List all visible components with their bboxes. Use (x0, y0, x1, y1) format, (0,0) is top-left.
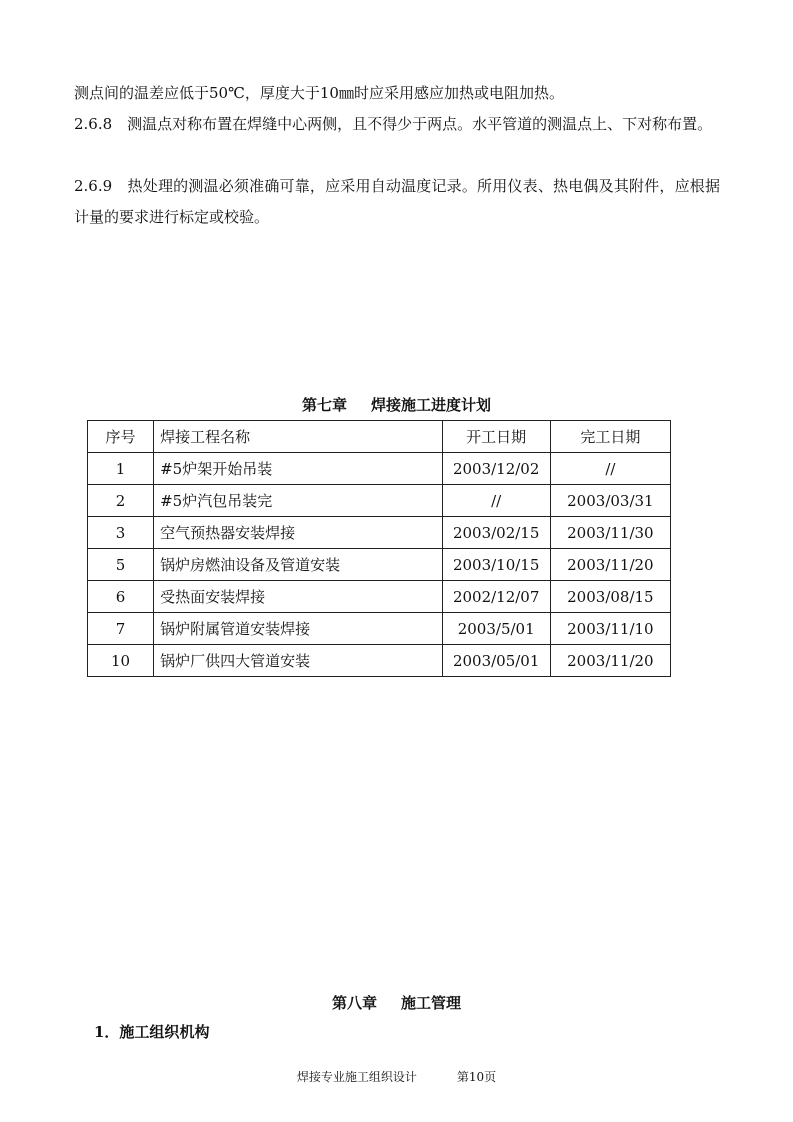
footer-doc-title: 焊接专业施工组织设计 (296, 1070, 417, 1084)
row-name: #5炉汽包吊装完 (154, 485, 442, 517)
table-row (88, 549, 671, 581)
row-end: 2003/03/31 (550, 485, 670, 517)
row-name: #5炉架开始吊装 (154, 453, 442, 485)
row-start: 2003/10/15 (442, 549, 550, 581)
row-end: 2003/11/20 (550, 645, 670, 677)
row-no: 3 (88, 517, 154, 549)
row-end: 2003/11/10 (550, 613, 670, 645)
row-end: // (550, 453, 670, 485)
row-end: 2003/08/15 (550, 581, 670, 613)
row-name: 锅炉厂供四大管道安装 (154, 645, 442, 677)
footer-page-number: 第10页 (456, 1070, 497, 1084)
header-no: 序号 (88, 421, 154, 453)
chapter-8-number: 第八章 (331, 994, 377, 1012)
row-start: 2002/12/07 (442, 581, 550, 613)
header-name: 焊接工程名称 (154, 421, 442, 453)
welding-schedule-table (87, 420, 671, 677)
paragraph-2-6-8: 2.6.8 测温点对称布置在焊缝中心两侧，且不得少于两点。水平管道的测温点上、下对称布置。 (74, 115, 713, 133)
table-row (88, 453, 671, 485)
table-header-row (88, 421, 671, 453)
page-footer (0, 1068, 793, 1085)
row-name: 受热面安装焊接 (154, 581, 442, 613)
row-name: 锅炉附属管道安装焊接 (154, 613, 442, 645)
row-end: 2003/11/20 (550, 549, 670, 581)
table-row (88, 517, 671, 549)
row-start: 2003/02/15 (442, 517, 550, 549)
row-no: 1 (88, 453, 154, 485)
row-end: 2003/11/30 (550, 517, 670, 549)
paragraph-temperature-difference: 测点间的温差应低于50℃，厚度大于10㎜时应采用感应加热或电阻加热。 (74, 84, 564, 102)
table-row (88, 581, 671, 613)
chapter-8-title (0, 992, 793, 1013)
row-start: 2003/12/02 (442, 453, 550, 485)
row-no: 6 (88, 581, 154, 613)
header-end-date: 完工日期 (550, 421, 670, 453)
row-start: 2003/05/01 (442, 645, 550, 677)
table-row (88, 485, 671, 517)
row-name: 空气预热器安装焊接 (154, 517, 442, 549)
row-no: 2 (88, 485, 154, 517)
chapter-7-name: 焊接施工进度计划 (371, 396, 492, 414)
chapter-7-number: 第七章 (301, 396, 347, 414)
header-start-date: 开工日期 (442, 421, 550, 453)
section-1-heading: 1．施工组织机构 (94, 1023, 210, 1041)
chapter-7-title (0, 394, 793, 415)
chapter-8-name: 施工管理 (401, 994, 462, 1012)
paragraph-2-6-9: 2.6.9 热处理的测温必须准确可靠，应采用自动温度记录。所用仪表、热电偶及其附件，应根据计量的要求进行标定或校验。 (74, 177, 720, 226)
row-no: 10 (88, 645, 154, 677)
row-no: 7 (88, 613, 154, 645)
table-row (88, 645, 671, 677)
row-start: // (442, 485, 550, 517)
row-no: 5 (88, 549, 154, 581)
table-row (88, 613, 671, 645)
row-start: 2003/5/01 (442, 613, 550, 645)
row-name: 锅炉房燃油设备及管道安装 (154, 549, 442, 581)
